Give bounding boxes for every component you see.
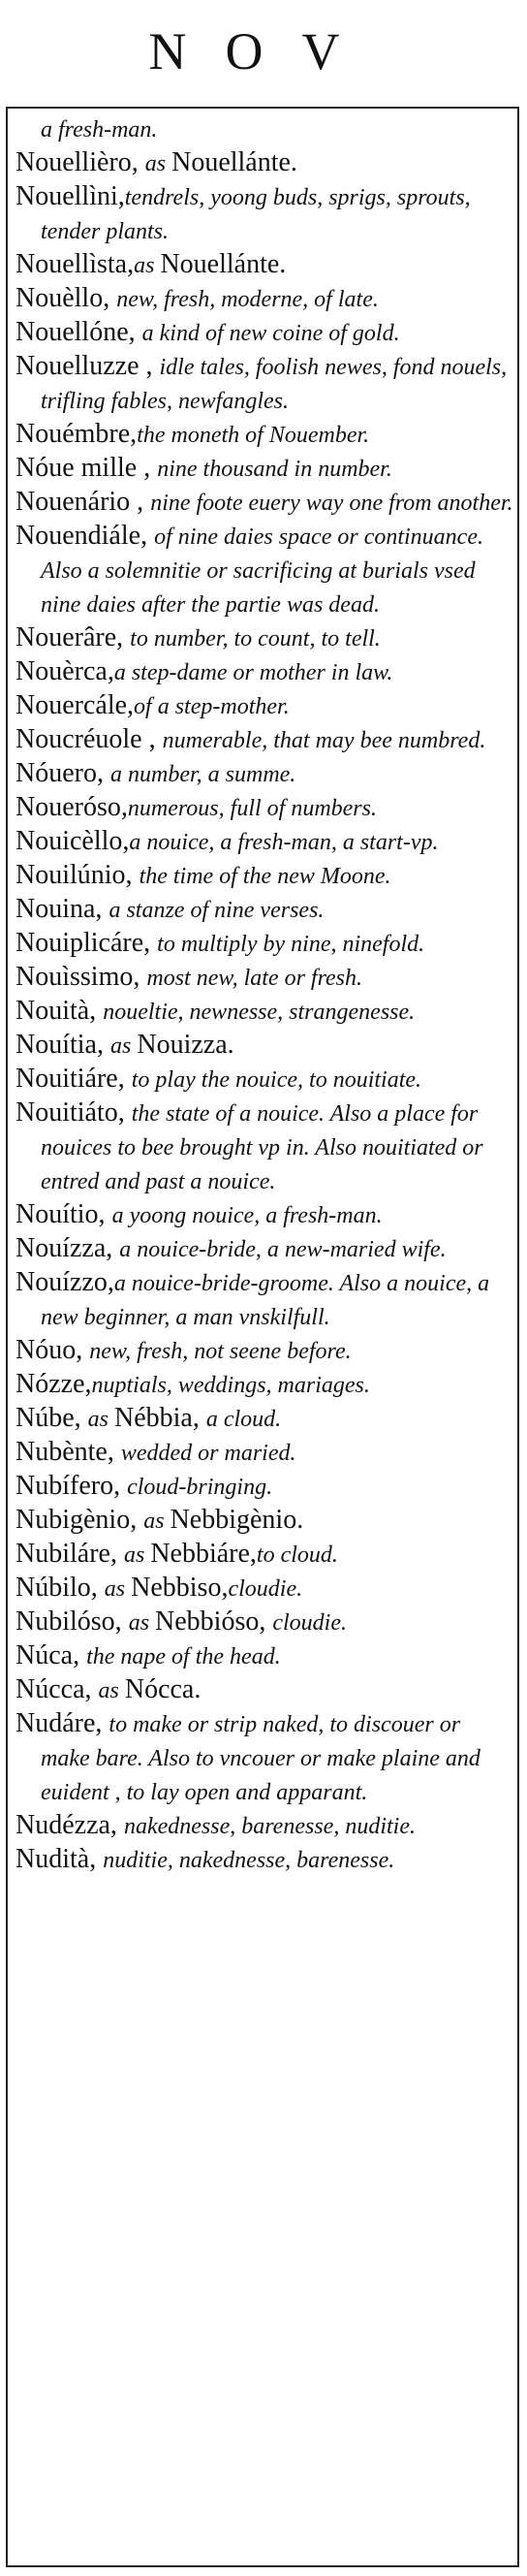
- dictionary-entry: [16, 1504, 513, 1538]
- definition: the time of the new Moone.: [139, 864, 391, 889]
- headword: Nóuero,: [16, 758, 110, 788]
- definition: nine thousand in number.: [157, 457, 392, 482]
- definition: new, fresh, not seene before.: [89, 1339, 352, 1364]
- cross-reference: Nebbióso,: [155, 1606, 273, 1637]
- definition: as: [110, 1034, 138, 1059]
- headword: Núbe,: [16, 1403, 88, 1433]
- headword: Nudità,: [16, 1844, 104, 1874]
- dictionary-entry: [16, 1368, 513, 1402]
- entry-list: [16, 112, 513, 1877]
- dictionary-entry: [16, 791, 513, 825]
- headword: Nouellóne,: [16, 317, 142, 347]
- dictionary-entry: [16, 893, 513, 927]
- headword: Nouellìsta,: [16, 249, 135, 279]
- dictionary-entry: [16, 1266, 513, 1334]
- definition: new, fresh, moderne, of late.: [116, 287, 379, 312]
- headword: Núbilo,: [16, 1573, 105, 1603]
- dictionary-entry: [16, 486, 513, 520]
- dictionary-entry: [16, 1097, 513, 1198]
- dictionary-entry: [16, 1572, 513, 1606]
- headword: Nouellìni,: [16, 181, 125, 211]
- cross-reference: Nouellánte.: [171, 147, 297, 177]
- dictionary-entry: [16, 1606, 513, 1639]
- headword: Nouitiáre,: [16, 1064, 132, 1094]
- dictionary-entry: [16, 995, 513, 1029]
- headword: Núca,: [16, 1640, 87, 1670]
- headword: Núcca,: [16, 1674, 99, 1704]
- dictionary-entry: [16, 418, 513, 452]
- headword: Nouercále,: [16, 690, 135, 720]
- definition: as: [134, 253, 161, 278]
- cross-reference: Nebbigènio.: [170, 1505, 304, 1535]
- dictionary-entry: [16, 1470, 513, 1504]
- definition: a yoong nouice, a fresh-man.: [111, 1203, 383, 1228]
- dictionary-entry: [16, 1843, 513, 1877]
- headword: Nouità,: [16, 996, 104, 1026]
- dictionary-entry: [16, 248, 513, 282]
- definition: nuditie, nakednesse, barenesse.: [103, 1848, 395, 1873]
- cross-reference: Nebbiso,: [131, 1573, 229, 1603]
- dictionary-entry: [16, 350, 513, 418]
- dictionary-entry: [16, 146, 513, 180]
- dictionary-entry: [16, 1402, 513, 1436]
- dictionary-entry: [16, 825, 513, 859]
- headword: Nóue mille ,: [16, 453, 158, 483]
- headword: Noucréuole ,: [16, 724, 163, 754]
- definition: noueltie, newnesse, strangenesse.: [103, 1000, 416, 1025]
- definition: as: [87, 1407, 114, 1432]
- headword: Nouenário ,: [16, 487, 151, 517]
- cross-reference: Nébbia,: [114, 1403, 206, 1433]
- headword: Nouízza,: [16, 1233, 120, 1263]
- dictionary-entry: [16, 452, 513, 486]
- headword: Noueróso,: [16, 792, 128, 822]
- definition: the nape of the head.: [86, 1644, 281, 1670]
- dictionary-entry: [16, 655, 513, 689]
- definition: cloudie.: [228, 1576, 303, 1602]
- definition: the moneth of Nouember.: [137, 423, 370, 448]
- definition: as: [128, 1610, 156, 1636]
- dictionary-entry: [16, 723, 513, 757]
- definition: as: [123, 1542, 151, 1568]
- definition: numerable, that may bee numbred.: [162, 728, 486, 753]
- headword: Nubiláre,: [16, 1539, 124, 1569]
- definition: a kind of new coine of gold.: [141, 321, 400, 346]
- headword: Nouémbre,: [16, 419, 138, 449]
- definition: a stanze of nine verses.: [108, 898, 325, 923]
- definition: nine foote euery way one from another.: [150, 491, 513, 516]
- definition: as: [144, 151, 172, 176]
- dictionary-entry: [16, 1029, 513, 1063]
- headword: Nouízzo,: [16, 1267, 114, 1297]
- definition: to multiply by nine, ninefold.: [157, 932, 425, 957]
- cross-reference: Nebbiáre,: [150, 1539, 257, 1569]
- definition: tendrels, yoong buds, sprigs, sprouts, tender plants.: [41, 185, 471, 244]
- definition: to make or strip naked, to discouer or make bare. Also to vncouer or make plaine and euident , to lay open and apparant.: [41, 1712, 480, 1805]
- headword: Nouicèllo,: [16, 826, 130, 856]
- headword: Nubigènio,: [16, 1505, 144, 1535]
- definition: idle tales, foolish newes, fond nouels, trifling fables, newfangles.: [41, 355, 508, 414]
- headword: Nouina,: [16, 894, 109, 924]
- dictionary-entry: [16, 689, 513, 723]
- headword: Nouitiáto,: [16, 1097, 132, 1128]
- definition: a fresh-man.: [41, 117, 158, 143]
- dictionary-entry: [16, 1639, 513, 1673]
- dictionary-entry: [16, 1334, 513, 1368]
- headword: Nubilóso,: [16, 1606, 129, 1637]
- dictionary-entry: [16, 282, 513, 316]
- headword: Nubífero,: [16, 1471, 128, 1501]
- definition: a nouice, a fresh-man, a start-vp.: [129, 830, 439, 855]
- dictionary-entry: [16, 1063, 513, 1097]
- dictionary-entry: [16, 1809, 513, 1843]
- headword: Nouítia,: [16, 1030, 110, 1060]
- definition: the state of a nouice. Also a place for nouices to bee brought vp in. Also nouitiated or entred and past a nouice.: [41, 1101, 483, 1194]
- definition: to cloud.: [256, 1542, 338, 1568]
- definition: a nouice-bride-groome. Also a nouice, a new beginner, a man vnskilfull.: [41, 1271, 490, 1330]
- dictionary-entry: [16, 1198, 513, 1232]
- cross-reference: Nócca.: [124, 1674, 202, 1704]
- dictionary-entry: [16, 1707, 513, 1809]
- headword: Nudáre,: [16, 1708, 109, 1738]
- dictionary-entry: [16, 757, 513, 791]
- dictionary-entry: [16, 1673, 513, 1707]
- dictionary-entry: [16, 927, 513, 961]
- definition: as: [98, 1678, 125, 1703]
- dictionary-entry: [16, 859, 513, 893]
- dictionary-entry: [16, 1232, 513, 1266]
- headword: Nubènte,: [16, 1437, 121, 1467]
- headword: Nouelluzze ,: [16, 351, 160, 381]
- dictionary-entry: [16, 621, 513, 655]
- dictionary-entry: [16, 1436, 513, 1470]
- headword: Nouèrca,: [16, 656, 114, 686]
- definition: a nouice-bride, a new-maried wife.: [119, 1237, 447, 1262]
- headword: Nózze,: [16, 1369, 92, 1399]
- definition: of nine daies space or continuance. Also a solemnitie or sacrificing at burials vsed nine daies after the partie was dead.: [41, 525, 483, 618]
- definition: as: [143, 1509, 170, 1534]
- dictionary-entry: [16, 961, 513, 995]
- headword: Nudézza,: [16, 1810, 124, 1840]
- dictionary-entry: [16, 316, 513, 350]
- definition: nakednesse, barenesse, nuditie.: [123, 1814, 416, 1839]
- definition: cloudie.: [272, 1610, 347, 1636]
- definition: to play the nouice, to nouitiate.: [131, 1067, 422, 1093]
- dictionary-entry: [16, 520, 513, 621]
- definition: of a step-mother.: [134, 694, 290, 719]
- dictionary-entry: [16, 1538, 513, 1572]
- cross-reference: Nouellánte.: [160, 249, 287, 279]
- headword: Nouìssimo,: [16, 962, 147, 992]
- headword: Nouítio,: [16, 1199, 112, 1229]
- headword: Nouendiále,: [16, 521, 155, 551]
- definition: a cloud.: [205, 1407, 282, 1432]
- definition: most new, late or fresh.: [146, 966, 363, 991]
- headword: Nouèllo,: [16, 283, 117, 313]
- definition: cloud-bringing.: [127, 1475, 273, 1500]
- headword: Nouilúnio,: [16, 860, 140, 890]
- dictionary-entry: [16, 112, 513, 146]
- headword: Nóuo,: [16, 1335, 90, 1365]
- cross-reference: Nouizza.: [137, 1030, 234, 1060]
- definition: to number, to count, to tell.: [130, 626, 381, 652]
- headword: Nouellièro,: [16, 147, 145, 177]
- dictionary-entry: [16, 180, 513, 248]
- headword: Nouerâre,: [16, 622, 131, 652]
- definition: as: [104, 1576, 132, 1602]
- definition: numerous, full of numbers.: [127, 796, 377, 821]
- definition: a number, a summe.: [109, 762, 296, 787]
- definition: wedded or maried.: [120, 1441, 296, 1466]
- definition: a step-dame or mother in law.: [113, 660, 393, 685]
- page-header: NOV: [148, 22, 379, 80]
- headword: Nouiplicáre,: [16, 928, 158, 958]
- definition: nuptials, weddings, mariages.: [91, 1373, 370, 1398]
